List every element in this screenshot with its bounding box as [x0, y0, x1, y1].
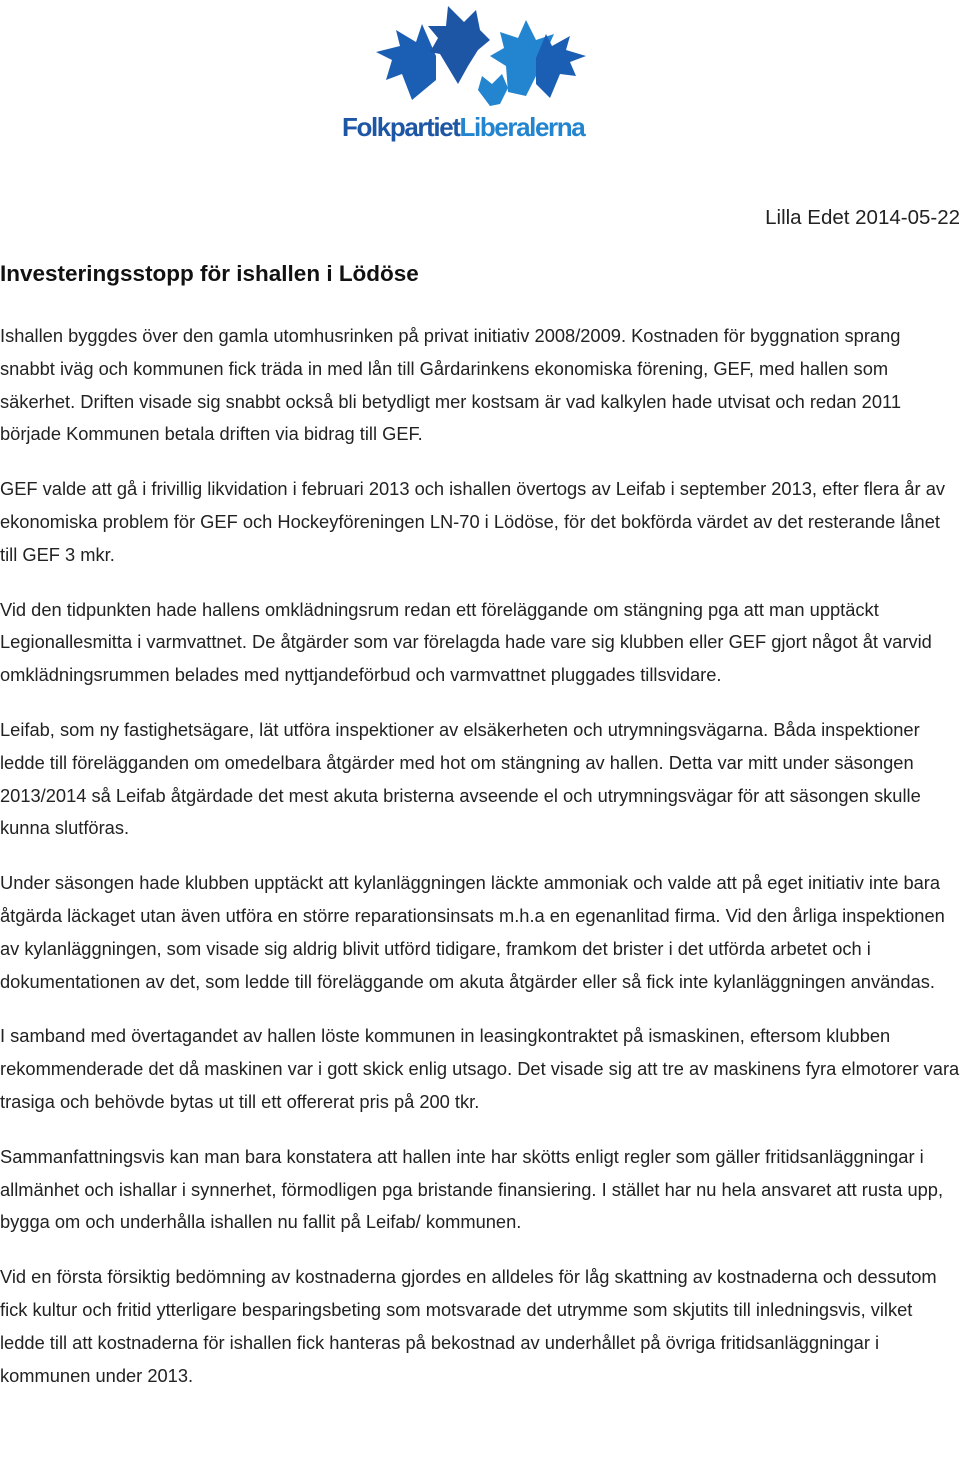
paragraph: Leifab, som ny fastighetsägare, lät utföra inspektioner av elsäkerheten och utrymningsvägarna. Båda inspektioner ledde till förelägganden om omedelbara åtgärder med hot om stängning av hallen. Detta var mitt under säsongen 2013/2014 så Leifab åtgärdade det mest akuta bristerna avseende el och utrymningsvägar för att säsongen skulle kunna slutföras. [0, 718, 921, 839]
place-date: Lilla Edet 2014-05-22 [765, 206, 960, 229]
cornflower-logo-icon [340, 0, 630, 112]
document-body [0, 320, 960, 1414]
logo-petal-center [478, 74, 508, 106]
logo-wordmark [342, 112, 584, 143]
paragraph: GEF valde att gå i frivillig likvidation i februari 2013 och ishallen övertogs av Leifab i september 2013, efter flera år av ekonomiska problem för GEF och Hockeyföreningen LN-70 i Lödöse, för det bokförda värdet av det resterande lånet till GEF 3 mkr. [0, 478, 946, 565]
paragraph: Under säsongen hade klubben upptäckt att kylanläggningen läckte ammoniak och valde att på eget initiativ inte bara åtgärda läckaget utan även utföra en större reparationsinsats m.h.a en egenanlitad firma. Vid den årliga inspektionen av kylanläggningen, som visade sig aldrig blivit utförd tidigare, framkom det brister i det utförda arbetet och i dokumentationen av det, som ledde till föreläggande om akuta åtgärder eller så fick inte kylanläggningen användas. [0, 872, 945, 992]
logo-petal-left [376, 24, 436, 100]
paragraph: Ishallen byggdes över den gamla utomhusrinken på privat initiativ 2008/2009. Kostnaden för byggnation sprang snabbt iväg och kommunen fick träda in med lån till Gårdarinkens ekonomiska förening, GEF, med hallen som säkerhet. Driften visade sig snabbt också bli betydligt mer kostsam är vad kalkylen hade utvisat och redan 2011 började Kommunen betala driften via bidrag till GEF. [0, 325, 901, 445]
party-logo [340, 0, 630, 150]
logo-petal-top-left [428, 6, 490, 84]
paragraph: I samband med övertagandet av hallen löste kommunen in leasingkontraktet på ismaskinen, eftersom klubben rekommenderade det då maskinen var i gott skick enlig utsago. Det visade sig att tre av maskinens fyra elmotorer vara trasiga och behövde bytas ut till ett offererat pris på 200 tkr. [0, 1025, 960, 1112]
document-title: Investeringsstopp för ishallen i Lödöse [0, 261, 419, 286]
logo-petal-right [536, 34, 586, 98]
paragraph: Sammanfattningsvis kan man bara konstatera att hallen inte har skötts enligt regler som gäller fritidsanläggningar i allmänhet och ishallar i synnerhet, förmodligen pga bristande finansiering. I stället har nu hela ansvaret att rusta upp, bygga om och underhålla ishallen nu fallit på Leifab/ kommunen. [0, 1145, 944, 1233]
paragraph: Vid den tidpunkten hade hallens omklädningsrum redan ett föreläggande om stängning pga att man upptäckt Legionallesmitta i varmvattnet. De åtgärder som var förelagda hade vare sig klubben eller GEF gjort något åt varvid omklädningsrummen belades med nyttjandeförbud och varmvattnet pluggades tillsvidare. [0, 598, 932, 686]
logo-text-folkpartiet: Folkpartiet [342, 112, 460, 142]
paragraph: Vid en första försiktig bedömning av kostnaderna gjordes en alldeles för låg skattning av kostnaderna och dessutom fick kultur och fritid ytterligare besparingsbeting som motsvarade det utrymme som skjutits till inledningsvis, vilket ledde till att kostnaderna för ishallen fick hanteras på bekostnad av underhållet på övriga fritidsanläggningar i kommunen under 2013. [0, 1266, 937, 1386]
logo-text-liberalerna: Liberalerna [459, 112, 585, 142]
